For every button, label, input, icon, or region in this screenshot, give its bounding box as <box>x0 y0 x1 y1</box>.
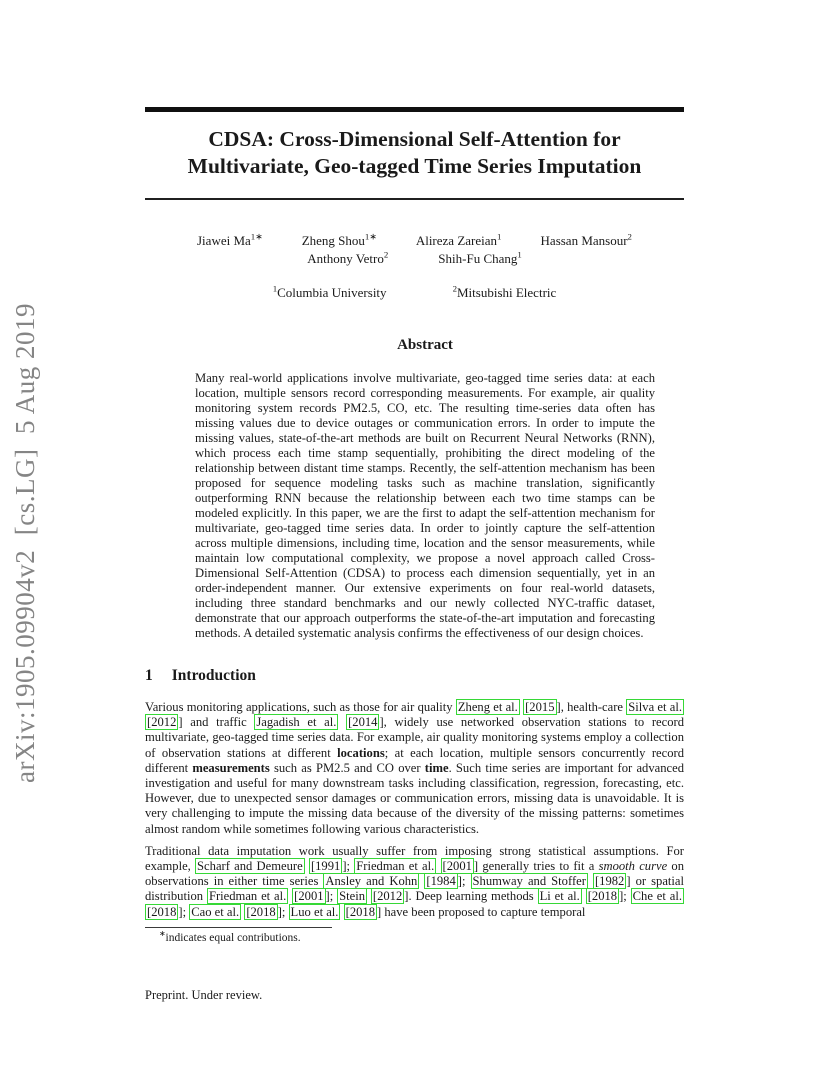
author-name: Zheng Shou$^{1∗}$ <box>301 231 377 248</box>
text-segment: ]; <box>277 904 289 919</box>
author-affiliation-mark: 1 <box>497 231 502 242</box>
citation-link[interactable]: [2018 <box>345 904 376 919</box>
text-segment: ]; <box>325 889 338 904</box>
citation-link[interactable]: Jagadish et al. <box>256 715 337 730</box>
citation-link[interactable]: [1984 <box>426 874 456 889</box>
text-segment: . Such time series are important for advanced investigation and useful for many downstream tasks including classification, regression, forecasting, etc. However, due to unexpected sensor damages or communication errors, missing data is unavoidable. It is very challenging to impute the missing data because of the diversity of the missing patterns: sometimes almost random while sometimes following various characteristics. <box>145 760 684 836</box>
text-segment: such as PM2.5 and CO over <box>269 760 425 775</box>
paper-title <box>145 126 684 180</box>
text-segment: ]; <box>342 859 355 874</box>
section-number: 1 <box>145 667 153 684</box>
section-heading-introduction <box>145 667 684 684</box>
footnote-text: indicates equal contributions. <box>165 931 301 944</box>
author-affiliation-mark: 2 <box>627 231 632 242</box>
citation-link[interactable]: [2014 <box>348 715 378 730</box>
citation-link[interactable]: Friedman et al. <box>356 859 435 874</box>
title-rule-top <box>145 107 684 112</box>
citation-link[interactable]: [2018 <box>147 904 177 919</box>
citation-link[interactable]: [2001 <box>442 859 472 874</box>
citation-link[interactable]: Luo et al. <box>290 904 339 919</box>
text-segment <box>338 715 346 729</box>
citation-link[interactable]: [2012 <box>372 889 403 904</box>
title-rule-bottom <box>145 198 684 200</box>
footnote-rule <box>145 927 332 928</box>
author-name: Hassan Mansour$^2$ <box>540 231 632 248</box>
author-row-2 <box>145 251 684 267</box>
text-segment: ], health-care <box>556 700 627 714</box>
citation-link[interactable]: Silva et al. <box>628 700 683 714</box>
author-affiliation-mark: 1∗ <box>250 231 263 242</box>
abstract-text: Many real-world applications involve multivariate, geo-tagged time series data: at each location, multiple sensors record corresponding measurements. For example, air quality monitoring system records PM2.5, CO, etc. The resulting time-series data often has missing values due to device outages or communication errors. In order to impute the missing values, state-of-the-art methods are built on Recurrent Neural Networks (RNN), which process each time stamp sequentially, prohibiting the direct modeling of the relationship between distant time stamps. Recently, the self-attention mechanism has been proposed for sequence modeling tasks such as machine translation, significantly outperforming RNN because the relationship between each two time stamps can be modeled explicitly. In this paper, we are the first to adapt the self-attention mechanism for multivariate, geo-tagged time series data. In order to jointly capture the self-attention across multiple dimensions, including time, location and the sensor measurements, while maintain low computational complexity, we propose a novel approach called Cross-Dimensional Self-Attention (CDSA) to process each dimension sequentially, yet in an order-independent manner. Our extensive experiments on four real-world datasets, including three standard benchmarks and our newly collected NYC-traffic dataset, demonstrate that our approach outperforms the state-of-the-art imputation and forecasting methods. A detailed systematic analysis confirms the effectiveness of our design choices. <box>195 371 655 640</box>
text-segment: ]; <box>619 889 631 904</box>
affiliation-row <box>145 285 684 301</box>
citation-link[interactable]: [1982 <box>594 874 625 889</box>
affiliation: $^2$Mitsubishi Electric <box>452 283 557 300</box>
text-segment: ] or spatial distribution <box>145 874 685 904</box>
intro-paragraph-2 <box>145 844 684 920</box>
author-row-1 <box>145 233 684 249</box>
citation-link[interactable]: [2018 <box>587 889 618 904</box>
citation-link[interactable]: Cao et al. <box>191 904 240 919</box>
text-segment: measurements <box>192 760 270 775</box>
text-segment: ]; <box>457 874 471 889</box>
paper-title-line2: Multivariate, Geo-tagged Time Series Imputation <box>187 154 642 178</box>
text-segment: Traditional data imputation work usually suffer from imposing strong statistical assumptions. For example, <box>145 843 684 874</box>
text-segment: time <box>424 760 449 775</box>
preprint-notice: Preprint. Under review. <box>145 988 263 1002</box>
citation-link[interactable]: Stein <box>339 889 365 904</box>
text-segment: on observations in either time series <box>145 859 684 889</box>
citation-link[interactable]: Scharf and Demeure <box>197 859 303 874</box>
intro-paragraph-1 <box>145 700 684 837</box>
author-affiliation-mark: 1 <box>517 249 522 260</box>
text-segment: ] have been proposed to capture temporal <box>377 904 586 919</box>
citation-link[interactable]: Friedman et al. <box>208 889 287 904</box>
citation-link[interactable]: Shumway and Stoffer <box>472 874 586 889</box>
text-segment: Various monitoring applications, such as those for air quality <box>145 700 456 714</box>
citation-link[interactable]: [1991 <box>310 859 341 874</box>
author-affiliation-mark: 2 <box>383 249 389 260</box>
footnote-marker: ∗ <box>159 929 166 939</box>
abstract-heading: Abstract <box>397 337 453 353</box>
arxiv-watermark: arXiv:1905.09904v2 [cs.LG] 5 Aug 2019 <box>10 303 40 783</box>
text-segment: smooth curve <box>598 859 668 874</box>
author-name: Alireza Zareian$^1$ <box>415 231 502 248</box>
text-segment: ] generally tries to fit a <box>473 859 599 874</box>
citation-link[interactable]: Ansley and Kohn <box>325 874 418 889</box>
affiliation-mark: 2 <box>452 283 457 294</box>
text-segment: ]; <box>178 904 190 919</box>
citation-link[interactable]: Che et al. <box>632 889 682 904</box>
author-name: Anthony Vetro$^2$ <box>307 249 389 266</box>
text-segment <box>436 859 440 873</box>
text-segment: ] and traffic <box>178 715 255 730</box>
citation-link[interactable]: [2001 <box>294 889 324 904</box>
author-affiliation-mark: 1∗ <box>364 231 377 242</box>
citation-link[interactable]: Zheng et al. <box>457 700 518 714</box>
affiliation-mark: 1 <box>272 283 278 294</box>
section-title: Introduction <box>171 667 256 684</box>
author-block <box>145 233 684 301</box>
abstract-section <box>195 337 655 641</box>
footnote-equal-contributions <box>145 931 684 945</box>
citation-link[interactable]: Li et al. <box>539 889 580 904</box>
affiliation: $^1$Columbia University <box>272 283 387 300</box>
citation-link[interactable]: [2018 <box>246 904 276 919</box>
author-name: Jiawei $Ma^{1∗}$ <box>197 231 263 248</box>
citation-link[interactable]: [2012 <box>147 715 177 730</box>
paper-title-line1: CDSA: Cross-Dimensional Self-Attention for <box>208 127 621 151</box>
text-segment: locations <box>337 745 385 760</box>
text-segment: ]. Deep learning methods <box>404 889 538 904</box>
text-segment: ; at each location, multiple sensors concurrently record different <box>145 745 685 775</box>
citation-link[interactable]: [2015 <box>525 700 555 714</box>
author-name: Shih-Fu Chang$^1$ <box>438 249 522 266</box>
text-segment: ], widely use networked observation stations to record multivariate, geo-tagged time series data. For example, air quality monitoring systems employ a collection of observation stations at different <box>145 715 684 760</box>
